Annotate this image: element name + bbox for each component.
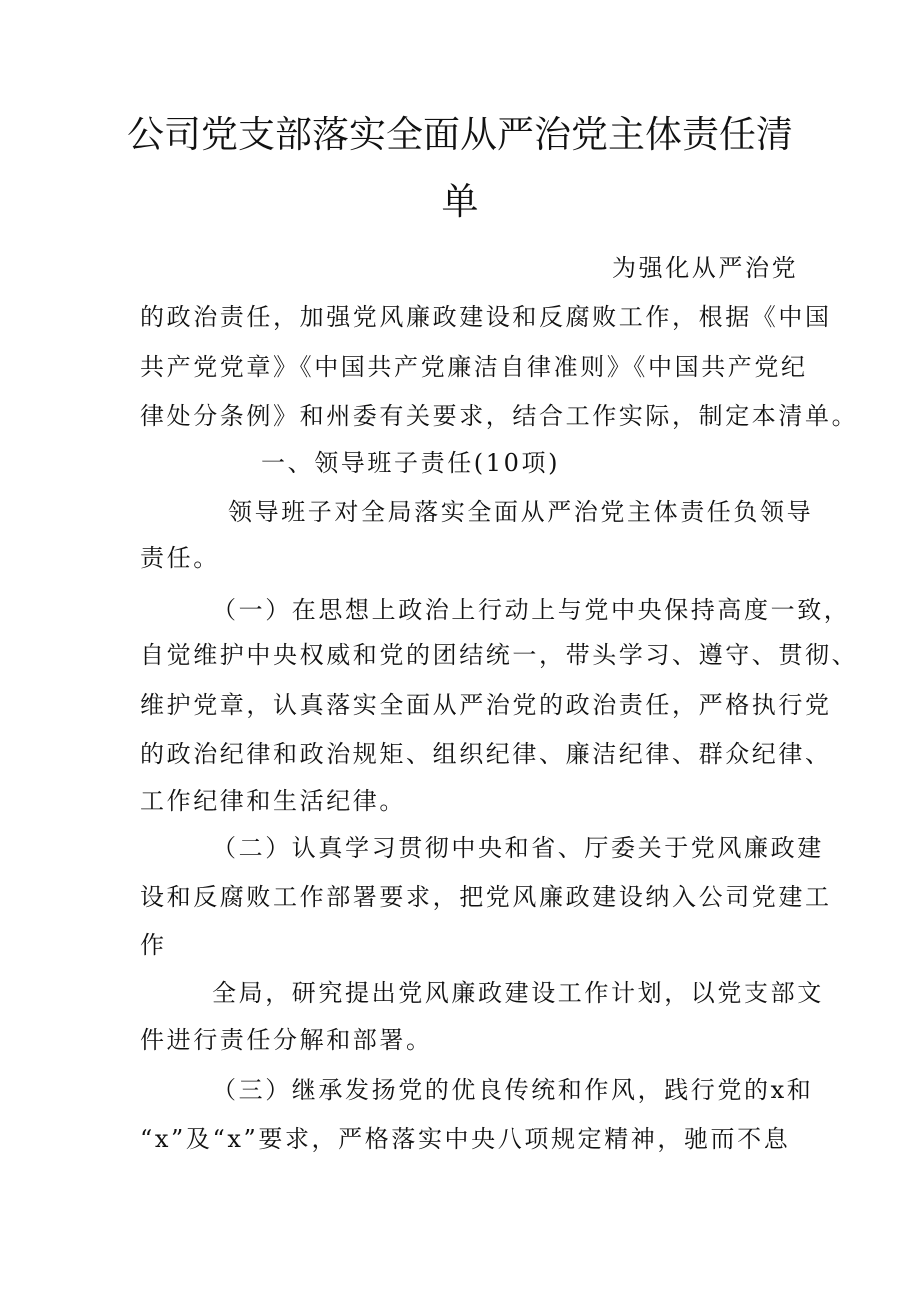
paragraph-line: （二）认真学习贯彻中央和省、厅委关于党风廉政建 [212, 834, 824, 862]
paragraph-line: 全局，研究提出党风廉政建设工作计划，以党支部文 [212, 979, 824, 1007]
paragraph-line: 设和反腐败工作部署要求，把党风廉政建设纳入公司党建工 [140, 883, 832, 911]
paragraph-line: 领导班子对全局落实全面从严治党主体责任负领导 [228, 498, 814, 526]
intro-line: 共产党党章》《中国共产党廉洁自律准则》《中国共产党纪 [140, 353, 808, 381]
section-heading: 一、领导班子责任(10项) [261, 449, 561, 477]
paragraph-line: 维护党章，认真落实全面从严治党的政治责任，严格执行党 [140, 691, 832, 719]
paragraph-line: 工作纪律和生活纪律。 [140, 787, 406, 815]
paragraph-line: 的政治纪律和政治规矩、组织纪律、廉洁纪律、群众纪律、 [140, 740, 832, 768]
paragraph-line: 责任。 [140, 544, 220, 572]
paragraph-line: 自觉维护中央权威和党的团结统一，带头学习、遵守、贯彻、 [140, 641, 859, 669]
intro-line: 为强化从严治党 [612, 254, 799, 282]
paragraph-line: （三）继承发扬党的优良传统和作风，践行党的x和 [212, 1076, 814, 1104]
paragraph-line: 作 [140, 931, 167, 959]
intro-line: 律处分条例》和州委有关要求，结合工作实际，制定本清单。 [140, 402, 859, 430]
paragraph-line: “x”及“x”要求，严格落实中央八项规定精神，驰而不息 [140, 1125, 791, 1153]
document-title-line2: 单 [441, 180, 479, 223]
paragraph-line: （一）在思想上政治上行动上与党中央保持高度一致， [212, 596, 851, 624]
paragraph-line: 件进行责任分解和部署。 [140, 1026, 433, 1054]
intro-line: 的政治责任，加强党风廉政建设和反腐败工作，根据《中国 [140, 303, 832, 331]
document-title-line1: 公司党支部落实全面从严治党主体责任清 [127, 113, 793, 156]
